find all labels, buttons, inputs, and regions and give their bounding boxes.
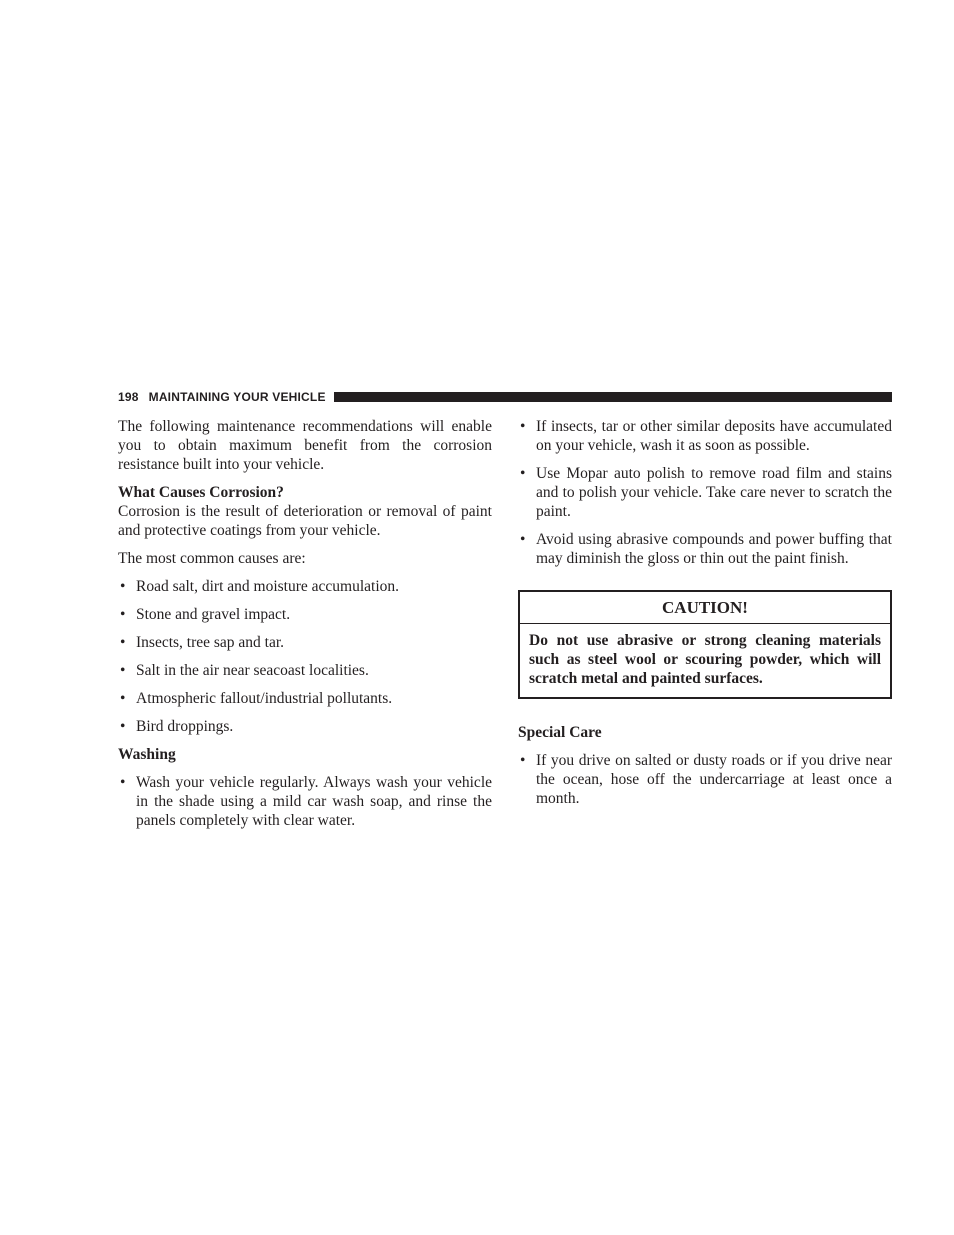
bullet-icon: • bbox=[520, 752, 526, 769]
caution-text: Do not use abrasive or strong cleaning materials such as steel wool or scouring powder, which will scratch metal and painted surfaces. bbox=[529, 632, 881, 687]
left-column bbox=[118, 417, 492, 839]
bullet-icon: • bbox=[120, 634, 126, 651]
list-item: • If you drive on salted or dusty roads or if you drive near the ocean, hose off the undercarriage at least once a month. bbox=[520, 752, 892, 807]
section-title: MAINTAINING YOUR VEHICLE bbox=[148, 390, 326, 404]
list-item: • If insects, tar or other similar deposits have accumulated on your vehicle, wash it as soon as possible. bbox=[520, 418, 892, 454]
right-column bbox=[518, 417, 892, 817]
list-item: • Avoid using abrasive compounds and power buffing that may diminish the gloss or thin out the paint finish. bbox=[520, 531, 892, 567]
bullet-icon: • bbox=[120, 662, 126, 679]
page-number: 198 bbox=[118, 390, 139, 404]
list-item: • Salt in the air near seacoast localities. bbox=[120, 662, 369, 679]
list-item: • Use Mopar auto polish to remove road film and stains and to polish your vehicle. Take care never to scratch the paint. bbox=[520, 465, 892, 520]
washing-heading: Washing bbox=[118, 746, 176, 763]
intro-paragraph: The following maintenance recommendations will enable you to obtain maximum benefit from the corrosion resistance built into your vehicle. bbox=[118, 418, 492, 473]
special-care-list bbox=[518, 751, 892, 808]
list-item: • Bird droppings. bbox=[120, 718, 234, 735]
causes-list bbox=[118, 577, 492, 736]
bullet-icon: • bbox=[520, 531, 526, 548]
list-item: • Atmospheric fallout/industrial pollutants. bbox=[120, 690, 393, 707]
washing-list-continued bbox=[518, 417, 892, 568]
bullet-icon: • bbox=[520, 465, 526, 482]
list-item: • Stone and gravel impact. bbox=[120, 606, 291, 623]
list-item: • Insects, tree sap and tar. bbox=[120, 634, 285, 651]
bullet-icon: • bbox=[120, 774, 126, 791]
list-item: • Wash your vehicle regularly. Always wash your vehicle in the shade using a mild car wash soap, and rinse the panels completely with clear water. bbox=[120, 774, 492, 829]
caution-title: CAUTION! bbox=[520, 592, 890, 624]
causes-intro: The most common causes are: bbox=[118, 550, 306, 567]
bullet-icon: • bbox=[520, 418, 526, 435]
special-care-heading: Special Care bbox=[518, 724, 602, 741]
bullet-icon: • bbox=[120, 718, 126, 735]
list-item: • Road salt, dirt and moisture accumulation. bbox=[120, 578, 400, 595]
washing-list bbox=[118, 773, 492, 830]
corrosion-paragraph: Corrosion is the result of deterioration or removal of paint and protective coatings from your vehicle. bbox=[118, 503, 492, 539]
page-header bbox=[118, 389, 892, 405]
caution-box bbox=[518, 590, 892, 699]
corrosion-heading: What Causes Corrosion? bbox=[118, 484, 284, 501]
header-rule bbox=[334, 392, 892, 402]
corrosion-section bbox=[118, 483, 492, 540]
bullet-icon: • bbox=[120, 690, 126, 707]
bullet-icon: • bbox=[120, 606, 126, 623]
bullet-icon: • bbox=[120, 578, 126, 595]
